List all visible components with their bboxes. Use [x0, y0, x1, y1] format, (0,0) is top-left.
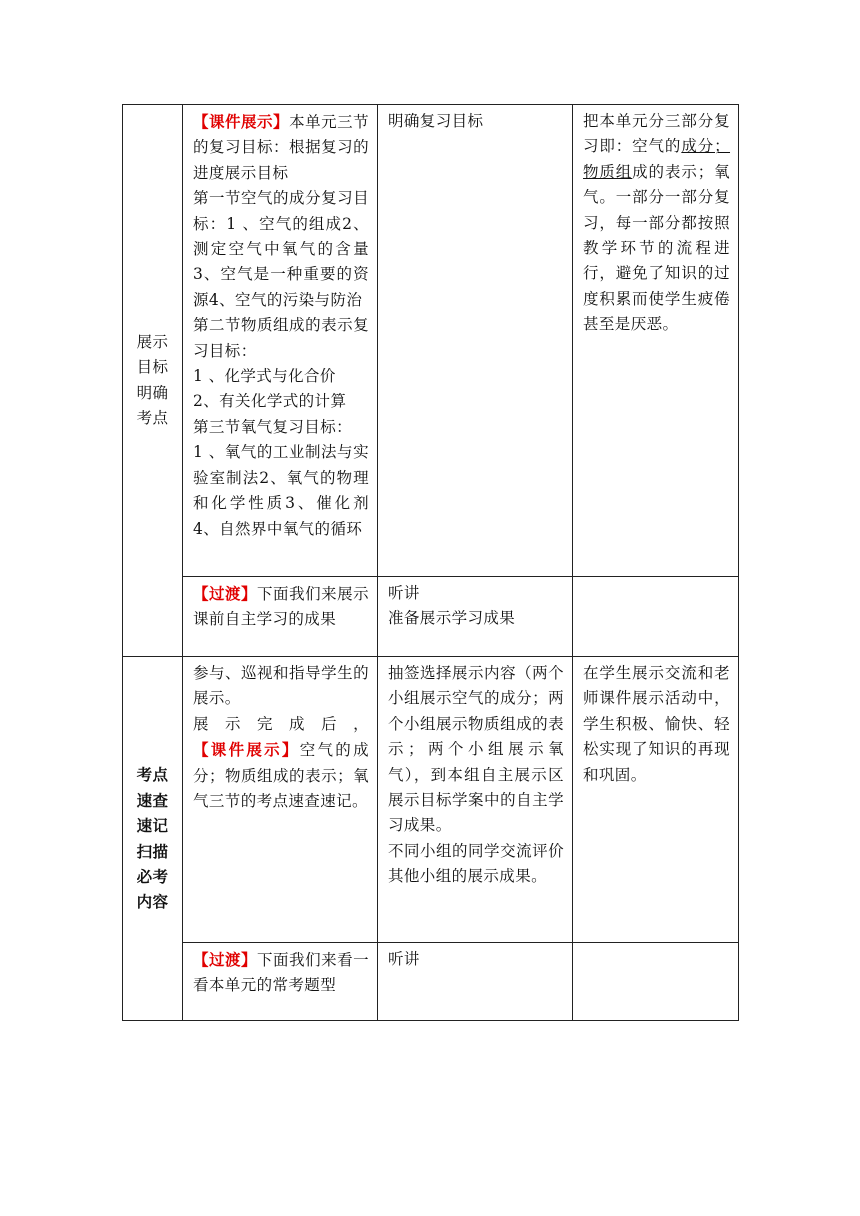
- table-row: [123, 105, 739, 577]
- design-intent-cell: [573, 577, 739, 657]
- label-line: 速记: [136, 816, 169, 836]
- courseware-tag: 【课件展示】: [193, 112, 290, 131]
- teacher-text: 展示完成后，: [193, 714, 369, 733]
- student-activity-text: 抽签选择展示内容（两个小组展示空气的成分；两个小组展示物质组成的表示；两个小组展示氧气），到本组自主展示区展示目标学案中的自主学习成果。: [388, 664, 564, 835]
- label-line: 速查: [136, 790, 169, 810]
- courseware-tag: 【课件展示】: [193, 740, 300, 760]
- student-activity-text: 听讲: [388, 584, 420, 602]
- section-two-item: 2、有关化学式的计算: [193, 392, 347, 411]
- label-line: 内容: [136, 892, 169, 912]
- label-line: 明确: [136, 383, 169, 402]
- student-activity-text: 听讲: [388, 950, 420, 968]
- section-one-goals: 第一节空气的成分复习目标：1 、空气的组成2、测定空气中氧气的含量3、空气是一种重要的资源4、空气的污染与防治: [193, 189, 369, 309]
- design-intent-cell: [573, 657, 739, 943]
- transition-text: 下面我们来展示课前自主学习的成果: [193, 585, 369, 629]
- student-activity-cell: [378, 577, 573, 657]
- design-intent-cell: [573, 105, 739, 577]
- intent-underlined: 成分；物质组: [583, 137, 731, 181]
- table-row: [123, 943, 739, 1021]
- transition-tag: 【过渡】: [193, 584, 258, 603]
- intent-text: 把本单元分三部分复习即：空气的: [583, 112, 730, 156]
- intent-text: 成的表示；氧气。一部分一部分复习，每一部分都按照教学环节的流程进行，避免了知识的过度积累而使学生疲倦甚至是厌恶。: [583, 162, 731, 334]
- label-line: 展示: [136, 332, 169, 351]
- student-activity-cell: [378, 105, 573, 577]
- teacher-activity-cell: [183, 657, 378, 943]
- section-three-goals: 1 、氧气的工业制法与实验室制法2、氧气的物理和化学性质3、催化剂4、自然界中氧气的循环: [193, 443, 369, 538]
- intent-text: 在学生展示交流和老师课件展示活动中，学生积极、愉快、轻松实现了知识的再现和巩固。: [583, 664, 730, 784]
- student-activity-text: 明确复习目标: [388, 112, 484, 130]
- transition-tag: 【过渡】: [193, 950, 258, 969]
- teacher-activity-cell: [183, 943, 378, 1021]
- student-activity-text: 不同小组的同学交流评价其他小组的展示成果。: [388, 841, 564, 886]
- section-label-review: [123, 657, 183, 1021]
- label-line: 必考: [136, 866, 169, 886]
- table-row: [123, 577, 739, 657]
- label-line: 考点: [136, 765, 169, 785]
- transition-text: 下面我们来看一看本单元的常考题型: [193, 951, 369, 995]
- student-activity-cell: [378, 943, 573, 1021]
- section-two-item: 1 、化学式与化合价: [193, 367, 336, 386]
- student-activity-text: 准备展示学习成果: [388, 609, 516, 628]
- section-two-title: 第二节物质组成的表示复习目标：: [193, 316, 369, 360]
- teacher-text: 空气的成分；物质组成的表示；氧气三节的考点速查速记。: [193, 741, 369, 811]
- design-intent-cell: [573, 943, 739, 1021]
- teacher-activity-cell: [183, 105, 378, 577]
- goals-intro: 本单元三节的复习目标：根据复习的进度展示目标: [193, 113, 369, 182]
- section-label-goals: [123, 105, 183, 657]
- label-line: 扫描: [136, 841, 169, 861]
- label-line: 目标: [136, 358, 169, 377]
- student-activity-cell: [378, 657, 573, 943]
- table-row: [123, 657, 739, 943]
- lesson-plan-table: [122, 104, 739, 1021]
- label-line: 考点: [136, 408, 169, 427]
- teacher-activity-cell: [183, 577, 378, 657]
- teacher-text: 参与、巡视和指导学生的展示。: [193, 664, 369, 708]
- section-three-title: 第三节氧气复习目标：: [193, 417, 353, 436]
